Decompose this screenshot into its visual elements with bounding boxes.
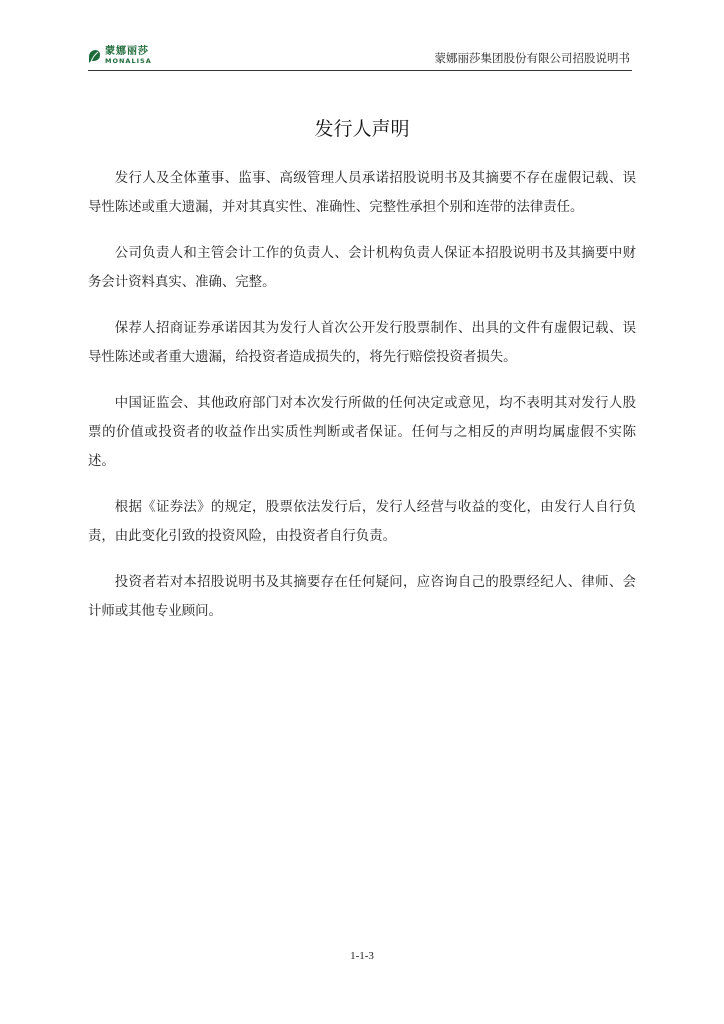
- paragraph: 中国证监会、其他政府部门对本次发行所做的任何决定或意见，均不表明其对发行人股票的价值或投资者的收益作出实质性判断或者保证。任何与之相反的声明均属虚假不实陈述。: [88, 396, 636, 469]
- page-number: 1-1-3: [350, 950, 374, 962]
- logo-leaf-icon: [88, 49, 101, 64]
- paragraph: 公司负责人和主管会计工作的负责人、会计机构负责人保证本招股说明书及其摘要中财务会计资料真实、准确、完整。: [88, 246, 636, 290]
- document-title: 蒙娜丽莎集团股份有限公司招股说明书: [434, 51, 630, 65]
- paragraph: 根据《证券法》的规定，股票依法发行后，发行人经营与收益的变化，由发行人自行负责，由此变化引致的投资风险，由投资者自行负责。: [88, 500, 636, 544]
- logo-chinese-name: 蒙娜丽莎: [105, 46, 149, 58]
- page-title: 发行人声明: [314, 118, 410, 140]
- paragraph: 发行人及全体董事、监事、高级管理人员承诺招股说明书及其摘要不存在虚假记载、误导性陈述或重大遗漏，并对其真实性、准确性、完整性承担个别和连带的法律责任。: [88, 171, 636, 215]
- paragraph: 投资者若对本招股说明书及其摘要存在任何疑问，应咨询自己的股票经纪人、律师、会计师或其他专业顾问。: [88, 575, 636, 619]
- paragraph: 保荐人招商证券承诺因其为发行人首次公开发行股票制作、出具的文件有虚假记载、误导性陈述或者重大遗漏，给投资者造成损失的，将先行赔偿投资者损失。: [88, 321, 636, 365]
- company-logo: [88, 44, 152, 68]
- declaration-body: [88, 164, 636, 643]
- logo-english-name: MONALISA: [105, 57, 152, 66]
- page-header: [88, 44, 632, 71]
